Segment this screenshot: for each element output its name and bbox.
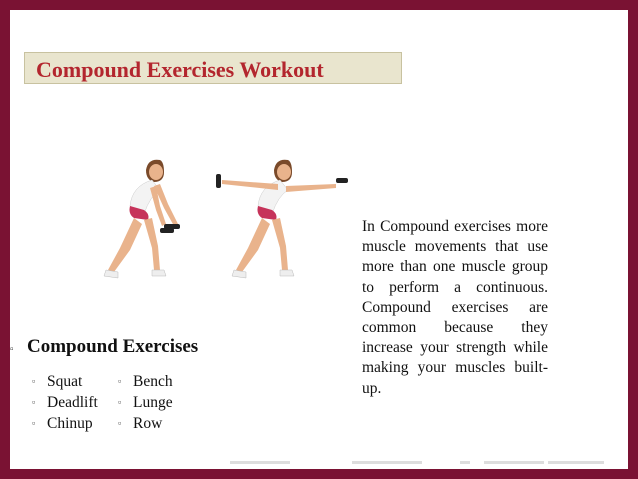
exercise-list-column-2 [118, 371, 173, 434]
square-bullet-icon: ▫ [118, 418, 122, 428]
slide [10, 10, 628, 469]
section-heading: Compound Exercises [27, 336, 199, 357]
slide-title: Compound Exercises Workout [36, 57, 324, 82]
list-item: ▫ Deadlift [32, 394, 98, 411]
list-item: ▫ Squat [32, 373, 83, 390]
title-band [24, 52, 402, 84]
exercise-list-column-1 [32, 371, 98, 434]
list-item: ▫ Lunge [118, 394, 173, 411]
square-bullet-icon: ▫ [118, 376, 122, 386]
square-bullet-icon: ▫ [32, 418, 36, 428]
footer-decoration [222, 458, 622, 469]
list-item: ▫ Bench [118, 373, 173, 390]
square-bullet-icon: ▫ [10, 344, 14, 355]
square-bullet-icon: ▫ [118, 397, 122, 407]
list-item: ▫ Chinup [32, 415, 93, 432]
woman-bent-over-figure [104, 160, 180, 278]
exercise-illustration [80, 150, 360, 290]
list-item: ▫ Row [118, 415, 163, 432]
woman-lateral-raise-figure [216, 160, 348, 278]
square-bullet-icon: ▫ [32, 376, 36, 386]
description-paragraph: In Compound exercises more muscle movements that use more than one muscle group to perform a continuous. Compound exercises are common because they increase your strength while making your muscles built-up. [362, 218, 548, 397]
square-bullet-icon: ▫ [32, 397, 36, 407]
